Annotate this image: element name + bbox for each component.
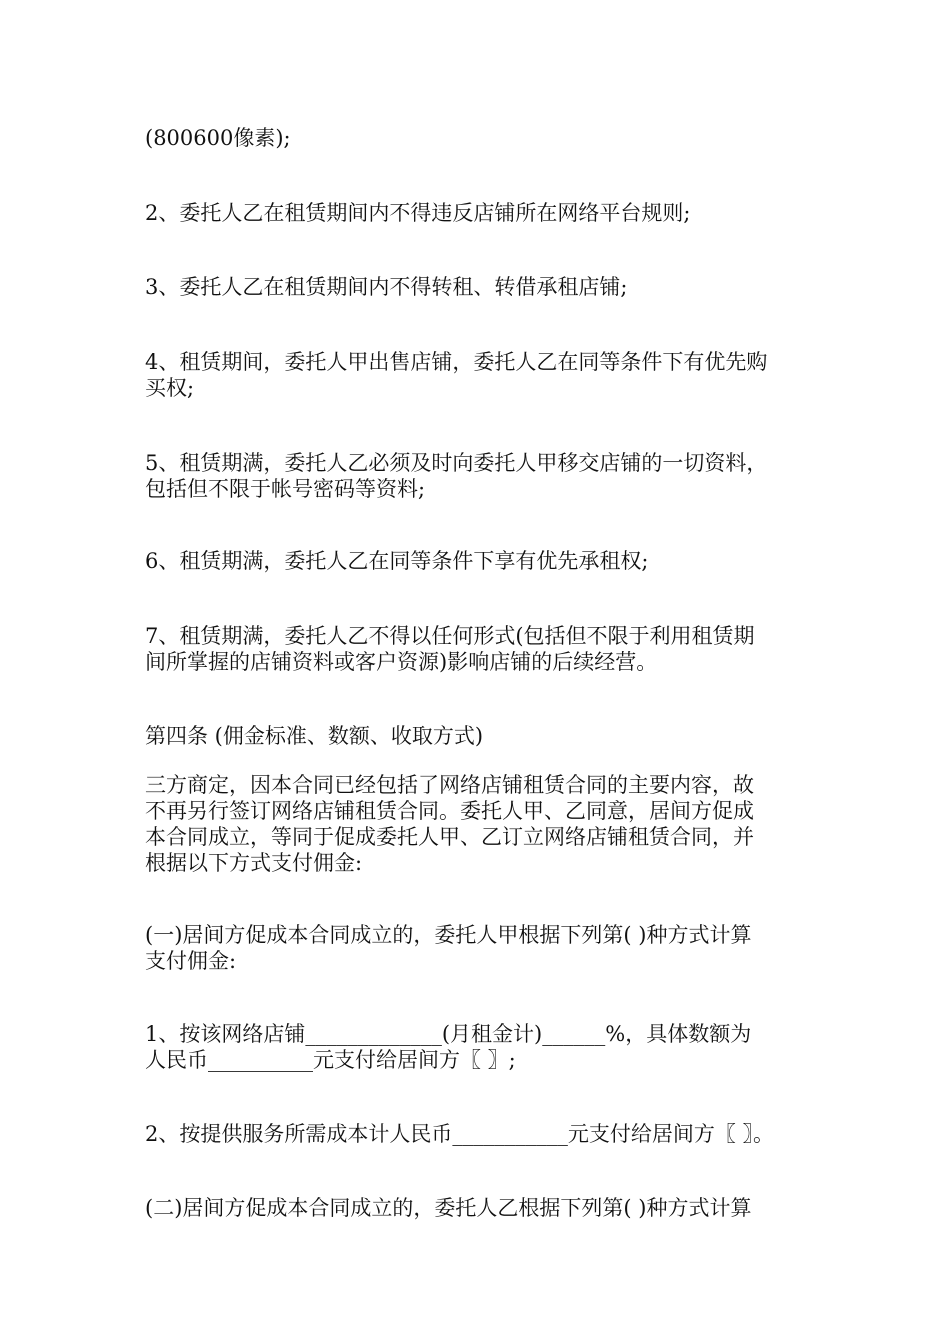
text-line: 6、租赁期满，委托人乙在同等条件下享有优先承租权; [145, 549, 649, 573]
text-line: 3、委托人乙在租赁期间内不得转租、转借承租店铺; [145, 275, 628, 299]
paragraph-pixel-note [145, 125, 817, 151]
paragraph-clause-2 [145, 200, 817, 226]
text-line: 2、委托人乙在租赁期间内不得违反店铺所在网络平台规则; [145, 201, 691, 225]
text-line: 本合同成立，等同于促成委托人甲、乙订立网络店铺租赁合同，并 [145, 825, 754, 849]
paragraph-clause-3 [145, 274, 817, 300]
paragraph-method-2 [145, 1121, 817, 1147]
text-line: 7、租赁期满，委托人乙不得以任何形式(包括但不限于利用租赁期 [145, 624, 755, 648]
paragraph-method-1 [145, 1021, 817, 1073]
text-line: 包括但不限于帐号密码等资料; [145, 477, 426, 501]
text-line: 人民币__________元支付给居间方〖 〗; [145, 1048, 516, 1072]
paragraph-clause-4 [145, 349, 817, 401]
text-line: 2、按提供服务所需成本计人民币___________元支付给居间方〖 〗。 [145, 1122, 775, 1146]
paragraph-party-b-commission [145, 1195, 817, 1221]
text-line: 5、租赁期满，委托人乙必须及时向委托人甲移交店铺的一切资料， [145, 451, 768, 475]
paragraph-clause-7 [145, 623, 817, 675]
paragraph-party-a-commission [145, 922, 817, 974]
text-line: 第四条 (佣金标准、数额、收取方式) [145, 724, 484, 748]
text-line: (800600像素); [145, 126, 291, 150]
paragraph-clause-5 [145, 450, 817, 502]
text-line: (一)居间方促成本合同成立的，委托人甲根据下列第( )种方式计算 [145, 923, 752, 947]
text-line: (二)居间方促成本合同成立的，委托人乙根据下列第( )种方式计算 [145, 1196, 752, 1220]
paragraph-clause-6 [145, 548, 817, 574]
text-line: 根据以下方式支付佣金: [145, 851, 363, 875]
text-line: 1、按该网络店铺_____________(月租金计)______%，具体数额为 [145, 1022, 752, 1046]
text-line: 间所掌握的店铺资料或客户资源)影响店铺的后续经营。 [145, 650, 658, 674]
text-line: 三方商定，因本合同已经包括了网络店铺租赁合同的主要内容，故 [145, 773, 754, 797]
text-line: 买权; [145, 376, 195, 400]
text-line: 支付佣金: [145, 949, 237, 973]
article-four-heading [145, 723, 817, 749]
text-line: 不再另行签订网络店铺租赁合同。委托人甲、乙同意，居间方促成 [145, 799, 754, 823]
text-line: 4、租赁期间，委托人甲出售店铺，委托人乙在同等条件下有优先购 [145, 350, 768, 374]
paragraph-commission-agreement [145, 772, 817, 876]
